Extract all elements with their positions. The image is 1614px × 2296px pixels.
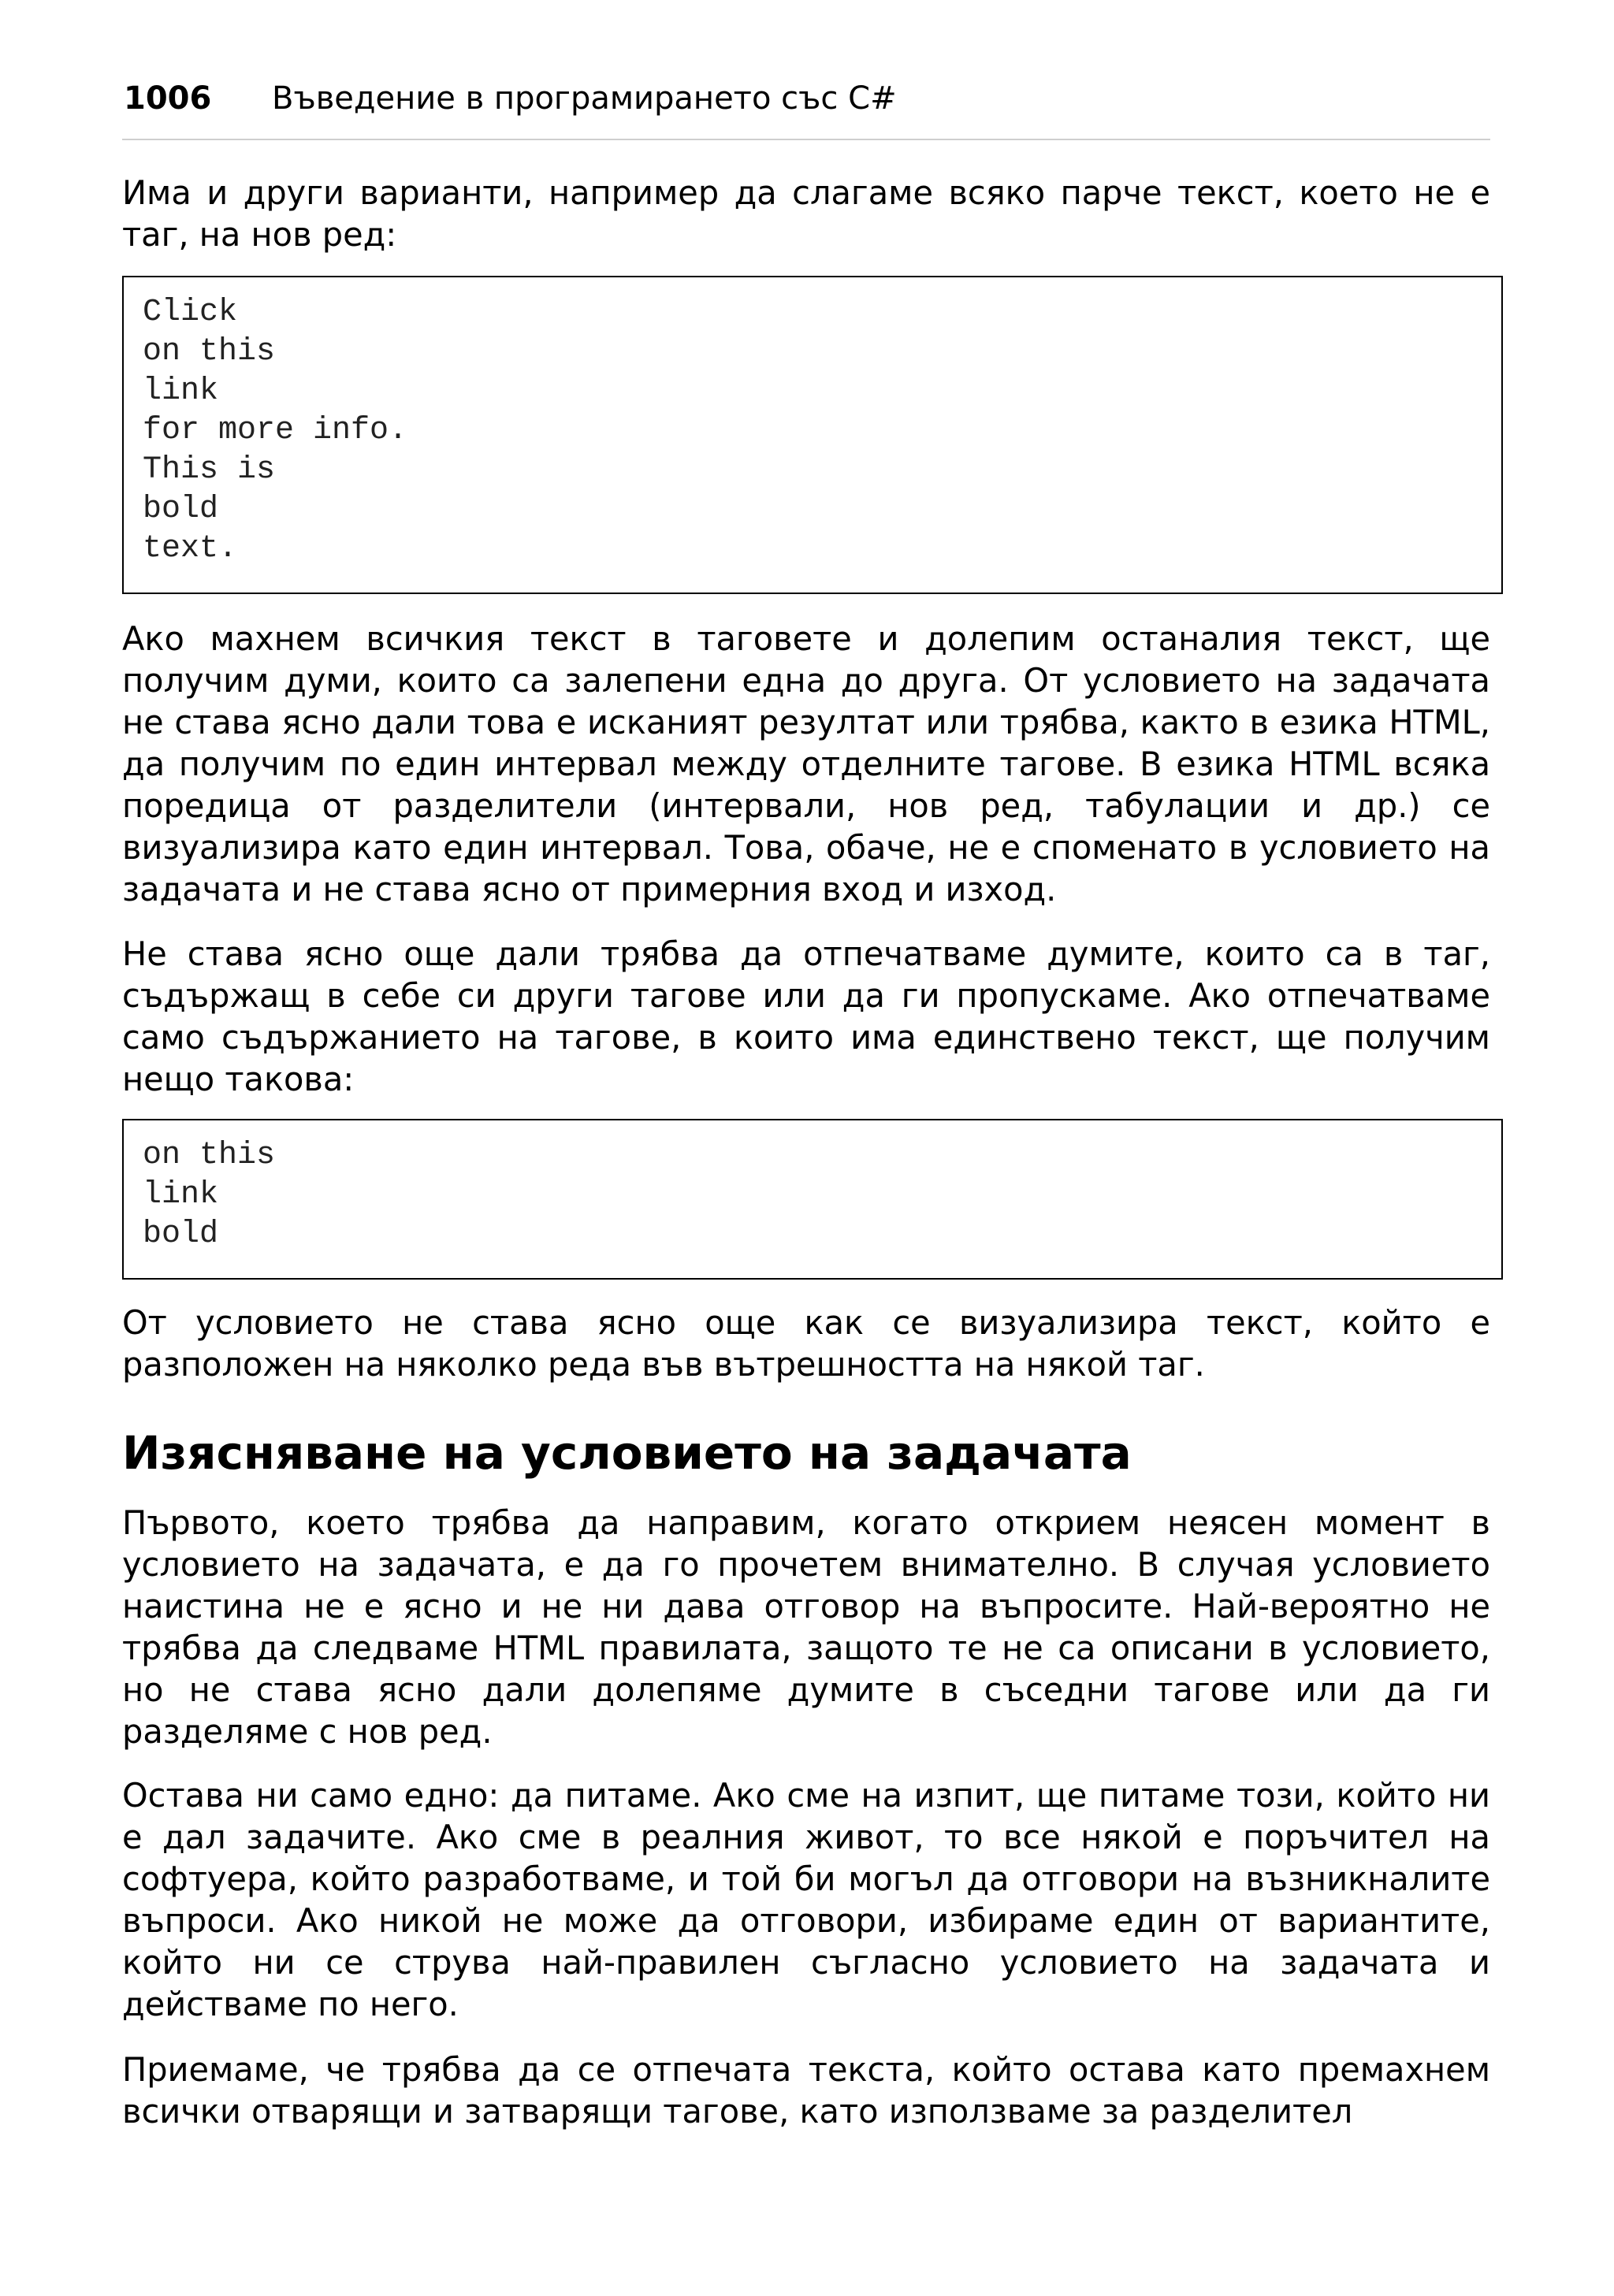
code-line: on this (143, 334, 276, 370)
code-line: bold (143, 492, 219, 527)
code-line: bold (143, 1217, 219, 1252)
paragraph-ask-question: Остава ни само едно: да питаме. Ако сме на изпит, ще питаме този, който ни е дал задачите. Ако сме в реалния живот, то все някой е поръчител на софтуера, който разработваме, и той би могъл да отговори на възникналите въпроси. Ако никой не може да отговори, избираме един от вариантите, който ни се струва най-правилен съгласно условието на задачата и действаме по него. (122, 1776, 1490, 2023)
page-header (122, 79, 1490, 140)
paragraph-words-glued: Ако махнем всичкия текст в таговете и долепим останалия текст, ще получим думи, които са залепени една до друга. От условието на задачата не става ясно дали това е исканият резултат или трябва, както в езика HTML, да получим по един интервал между отделните тагове. В езика HTML всяка поредица от разделители (интервали, нов ред, табулации и др.) се визуализира като един интервал. Това, обаче, не е споменато в условието на задачата и не става ясно от примерния вход и изход. (122, 619, 1490, 908)
page-number: 1006 (124, 80, 212, 117)
code-block-text-only-tags (122, 1119, 1503, 1280)
paragraph-read-carefully: Първото, което трябва да направим, когато открием неясен момент в условието на задачата, е да го прочетем внимателно. В случая условието наистина не е ясно и не ни дава отговор на въпросите. Най-вероятно не трябва да следваме HTML правилата, защото те не са описани в условието, но не става ясно дали долепяме думите в съседни тагове или да ги разделяме с нов ред. (122, 1503, 1490, 1751)
paragraph-nested-tags: Не става ясно още дали трябва да отпечатваме думите, които са в таг, съдържащ в себе си други тагове или да ги пропускаме. Ако отпечатваме само съдържанието на тагове, в които има единствено текст, ще получим нещо такова: (122, 934, 1490, 1098)
section-heading: Изясняване на условието на задачата (122, 1426, 1132, 1480)
code-line: on this (143, 1138, 276, 1173)
code-line: Click (143, 295, 238, 330)
code-line: link (143, 373, 219, 409)
code-line: text. (143, 531, 238, 567)
paragraph-assumption: Приемаме, че трябва да се отпечата текста, който остава като премахнем всички отварящи и затварящи тагове, като използваме за разделител (122, 2050, 1490, 2131)
paragraph-other-variants: Има и други варианти, например да слагаме всяко парче текст, което не е таг, на нов ред: (122, 173, 1490, 254)
code-block-each-text-on-new-line (122, 276, 1503, 594)
code-line: link (143, 1177, 219, 1213)
code-line: This is (143, 452, 276, 488)
code-line: for more info. (143, 413, 408, 448)
paragraph-multiline-text: От условието не става ясно още как се визуализира текст, който е разположен на няколко реда във вътрешността на някой таг. (122, 1303, 1490, 1384)
book-title: Въведение в програмирането със C# (272, 80, 897, 117)
